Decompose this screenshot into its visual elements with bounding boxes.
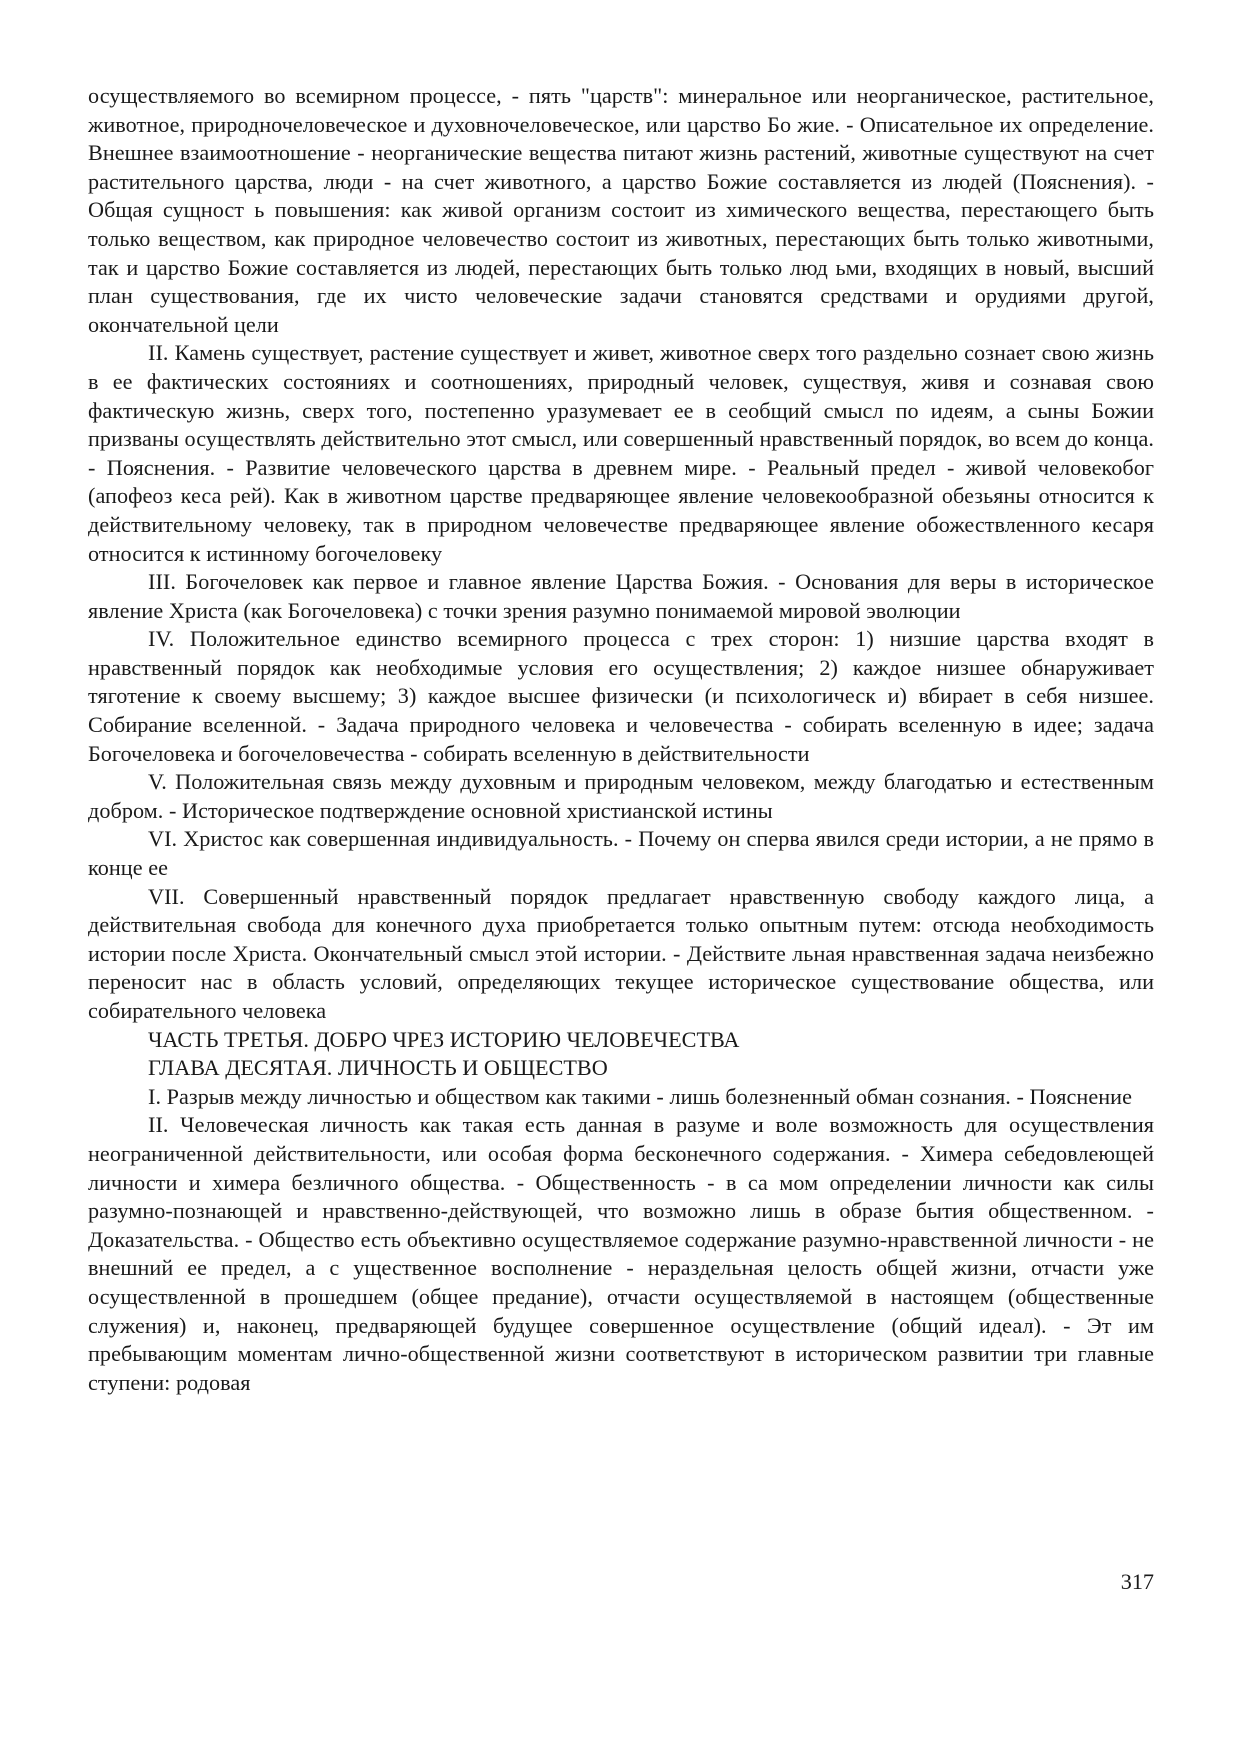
paragraph-section-4: IV. Положительное единство всемирного процесса с трех сторон: 1) низшие царства входят в нравственный порядок как необходимые условия его осуществления; 2) каждое низшее обнаруживает тяготение к своему высшему; 3) каждое высшее физически (и психологическ и) вбирает в себя низшее. Собирание вселенной. - Задача природного человека и человечества - собирать вселенную в идее; задача Богочеловека и богочеловечества - собирать вселенную в действительности [88, 626, 1154, 766]
paragraph-section-6: VI. Христос как совершенная индивидуальность. - Почему он сперва явился среди истории, а не прямо в конце ее [88, 826, 1154, 881]
page-number: 317 [1120, 1569, 1154, 1594]
document-page [88, 82, 1154, 1397]
paragraph-continuation: осуществляемого во всемирном процессе, - пять "царств": минеральное или неорганическое, растительное, животное, природночеловеческое и духовночеловеческое, или царство Бо жие. - Описательное их определение. Внешнее взаимоотношение - неорганические вещества питают жизнь растений, животные существуют на счет растительного царства, люди - на счет животного, а царство Божие составляется из людей (Пояснения). - Общая сущност ь повышения: как живой организм состоит из химического вещества, перестающего быть только веществом, как природное человечество состоит из животных, перестающих быть только животными, так и царство Божие составляется из людей, перестающих быть только люд ьми, входящих в новый, высший план существования, где их чисто человеческие задачи становятся средствами и орудиями другой, окончательной цели [88, 83, 1154, 337]
part-heading: ЧАСТЬ ТРЕТЬЯ. ДОБРО ЧРЕЗ ИСТОРИЮ ЧЕЛОВЕЧЕСТВА [148, 1026, 740, 1052]
chapter-heading: ГЛАВА ДЕСЯТАЯ. ЛИЧНОСТЬ И ОБЩЕСТВО [148, 1055, 608, 1081]
paragraph-section-2: II. Камень существует, растение существует и живет, животное сверх того раздельно сознает свою жизнь в ее фактических состояниях и соотношениях, природный человек, существуя, живя и сознавая свою фактическую жизнь, сверх того, постепенно уразумевает ее в сеобщий смысл по идеям, а сыны Божии призваны осуществлять действительно этот смысл, или совершенный нравственный порядок, во всем до конца. - Пояснения. - Развитие человеческого царства в древнем мире. - Реальный предел - живой человекобог (апофеоз кеса рей). Как в животном царстве предваряющее явление человекообразной обезьяны относится к действительному человеку, так в природном человечестве предваряющее явление обожествленного кесаря относится к истинному богочеловеку [88, 340, 1154, 566]
paragraph-section-5: V. Положительная связь между духовным и природным человеком, между благодатью и естественным добром. - Историческое подтверждение основной христианской истины [88, 769, 1154, 823]
paragraph-section-3: III. Богочеловек как первое и главное явление Царства Божия. - Основания для веры в историческое явление Христа (как Богочеловека) с точки зрения разумно понимаемой мировой эволюции [88, 569, 1154, 623]
paragraph-section-7: VII. Совершенный нравственный порядок предлагает нравственную свободу каждого лица, а действительная свобода для конечного духа приобретается только опытным путем: отсюда необходимость истории после Христа. Окончательный смысл этой истории. - Действите льная нравственная задача неизбежно переносит нас в область условий, определяющих текущее историческое существование общества, или собирательного человека [88, 883, 1154, 1023]
chapter-paragraph-1: I. Разрыв между личностью и обществом как такими - лишь болезненный обман сознания. - Пояснение [148, 1083, 1132, 1109]
chapter-paragraph-2: II. Человеческая личность как такая есть данная в разуме и воле возможность для осуществления неограниченной действительности, или особая форма бесконечного содержания. - Химера себедовлеющей личности и химера безличного общества. - Общественность - в са мом определении личности как силы разумно-познающей и нравственно-действующей, что возможно лишь в образе бытия общественном. - Доказательства. - Общество есть объективно осуществляемое содержание разумно-нравственной личности - не внешний ее предел, а с ущественное восполнение - нераздельная целость общей жизни, отчасти уже осуществленной в прошедшем (общее предание), отчасти осуществляемой в настоящем (общественные служения) и, наконец, предваряющей будущее совершенное осуществление (общий идеал). - Эт им пребывающим моментам лично-общественной жизни соответствуют в историческом развитии три главные ступени: родовая [88, 1112, 1154, 1395]
